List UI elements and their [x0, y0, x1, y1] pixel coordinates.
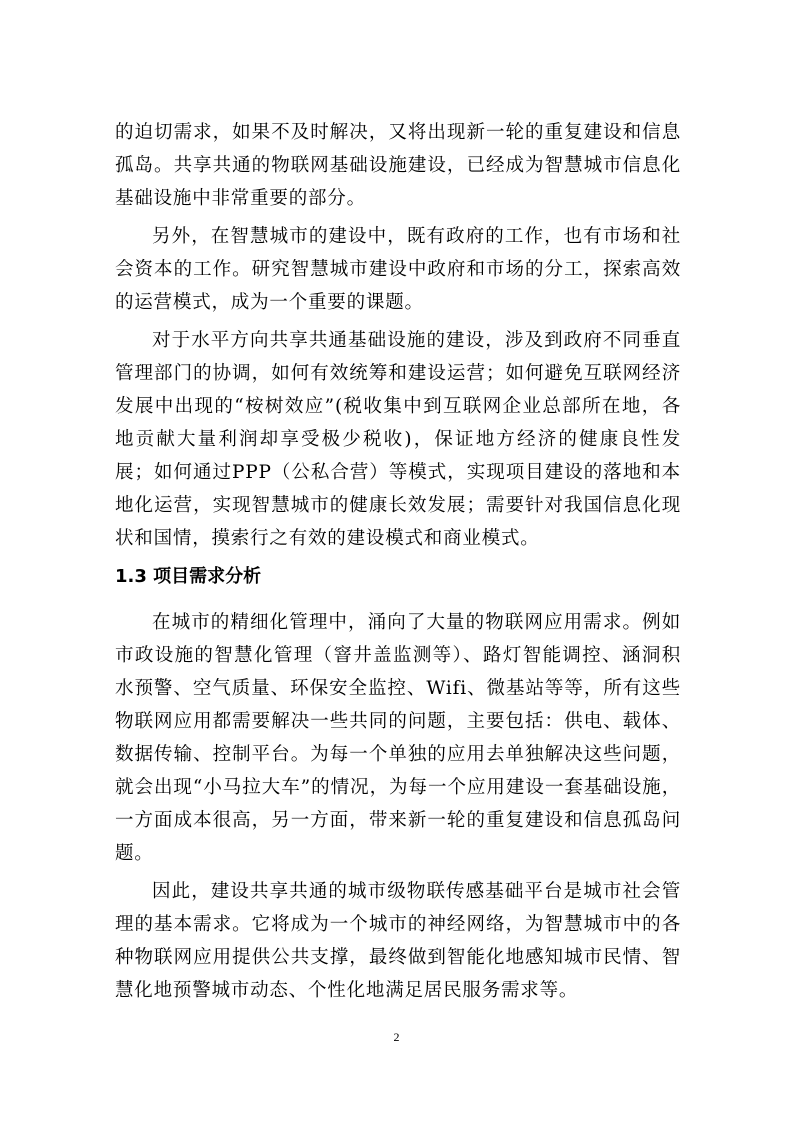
paragraph-continuation: 的迫切需求，如果不及时解决，又将出现新一轮的重复建设和信息孤岛。共享共通的物联网基础设施建设，已经成为智慧城市信息化基础设施中非常重要的部分。: [115, 122, 681, 209]
paragraph-operation-model: 另外，在智慧城市的建设中，既有政府的工作，也有市场和社会资本的工作。研究智慧城市建设中政府和市场的分工，探索高效的运营模式，成为一个重要的课题。: [115, 226, 681, 313]
paragraph-infrastructure-coordination: 对于水平方向共享共通基础设施的建设，涉及到政府不同垂直管理部门的协调，如何有效统筹和建设运营；如何避免互联网经济发展中出现的“桉树效应”(税收集中到互联网企业总部所在地，各地贡献大量利润却享受极少税收)，保证地方经济的健康良性发展；如何通过PPP（公私合营）等模式，实现项目建设的落地和本地化运营，实现智慧城市的健康长效发展；需要针对我国信息化现状和国情，摸索行之有效的建设模式和商业模式。: [115, 330, 681, 549]
page-number: 2: [393, 1030, 400, 1044]
paragraph-platform-need: 因此，建设共享共通的城市级物联传感基础平台是城市社会管理的基本需求。它将成为一个城市的神经网络，为智慧城市中的各种物联网应用提供公共支撑，最终做到智能化地感知城市民情、智慧化地预警城市动态、个性化地满足居民服务需求等。: [115, 881, 681, 1001]
document-body: [115, 116, 681, 1012]
paragraph-iot-demand: 在城市的精细化管理中，涌向了大量的物联网应用需求。例如市政设施的智慧化管理（窨井盖监测等）、路灯智能调控、涵洞积水预警、空气质量、环保安全监控、Wifi、微基站等等，所有这些物联网应用都需要解决一些共同的问题，主要包括：供电、载体、数据传输、控制平台。为每一个单独的应用去单独解决这些问题，就会出现“小马拉大车”的情况，为每一个应用建设一套基础设施，一方面成本很高，另一方面，带来新一轮的重复建设和信息孤岛问题。: [115, 612, 681, 864]
section-heading: 1.3 项目需求分析: [115, 566, 262, 587]
